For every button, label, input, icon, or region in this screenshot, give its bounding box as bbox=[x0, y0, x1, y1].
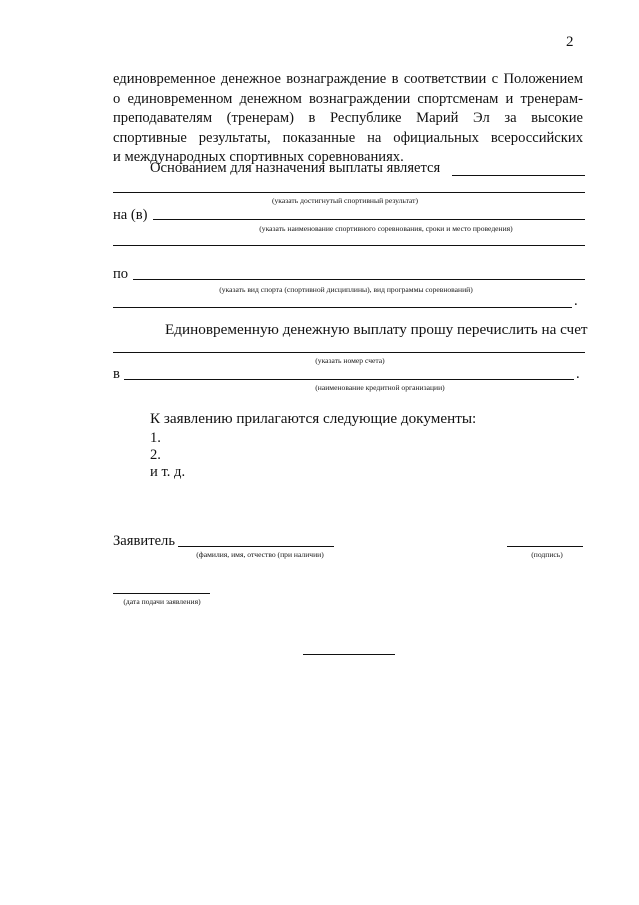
result-blank-line[interactable] bbox=[113, 192, 585, 193]
bank-blank-line[interactable] bbox=[124, 379, 574, 380]
signature-caption: (подпись) bbox=[531, 550, 563, 559]
page-number: 2 bbox=[566, 34, 574, 50]
result-caption: (указать достигнутый спортивный результат) bbox=[271, 196, 419, 205]
intro-paragraph bbox=[113, 70, 583, 168]
sport-blank-line-2[interactable] bbox=[113, 307, 572, 308]
sport-blank-line[interactable] bbox=[133, 279, 585, 280]
account-blank-line[interactable] bbox=[113, 352, 585, 353]
date-caption: (дата подачи заявления) bbox=[123, 597, 201, 606]
sport-prefix: по bbox=[113, 266, 129, 282]
attachments-title: К заявлению прилагаются следующие документы: bbox=[150, 410, 477, 427]
competition-blank-line-2[interactable] bbox=[113, 245, 585, 246]
bank-end-period: . bbox=[576, 366, 580, 382]
signature-line[interactable] bbox=[507, 546, 583, 547]
intro-line: о единовременном денежном вознаграждении спортсменам и тренерам- bbox=[113, 90, 583, 107]
sport-caption: (указать вид спорта (спортивной дисциплины), вид программы соревнований) bbox=[219, 285, 473, 294]
basis-blank-line[interactable] bbox=[452, 175, 585, 176]
attachment-item: и т. д. bbox=[150, 464, 186, 480]
intro-line: и международных спортивных соревнованиях. bbox=[113, 149, 404, 165]
applicant-name-line[interactable] bbox=[178, 546, 334, 547]
date-line[interactable] bbox=[113, 593, 210, 594]
attachment-item: 2. bbox=[150, 447, 161, 463]
intro-line: преподавателям (тренерам) в Республике Марий Эл за высокие bbox=[113, 110, 583, 126]
bank-prefix: в bbox=[113, 366, 120, 382]
competition-caption: (указать наименование спортивного соревнования, сроки и место проведения) bbox=[259, 224, 513, 233]
payment-label: Единовременную денежную выплату прошу перечислить на счет bbox=[165, 321, 588, 338]
end-separator-line bbox=[303, 654, 395, 655]
basis-label: Основанием для назначения выплаты является bbox=[150, 160, 441, 176]
account-caption: (указать номер счета) bbox=[315, 356, 385, 365]
bank-caption: (наименование кредитной организации) bbox=[315, 383, 445, 392]
name-caption: (фамилия, имя, отчество (при наличии) bbox=[196, 550, 324, 559]
applicant-label: Заявитель bbox=[113, 533, 175, 549]
intro-line: единовременное денежное вознаграждение в соответствии с Положением bbox=[113, 71, 583, 87]
attachment-item: 1. bbox=[150, 430, 161, 446]
competition-blank-line[interactable] bbox=[153, 219, 585, 220]
competition-prefix: на (в) bbox=[113, 207, 148, 223]
intro-line: спортивные результаты, показанные на официальных всероссийских bbox=[113, 129, 583, 146]
sport-end-period: . bbox=[574, 293, 578, 309]
